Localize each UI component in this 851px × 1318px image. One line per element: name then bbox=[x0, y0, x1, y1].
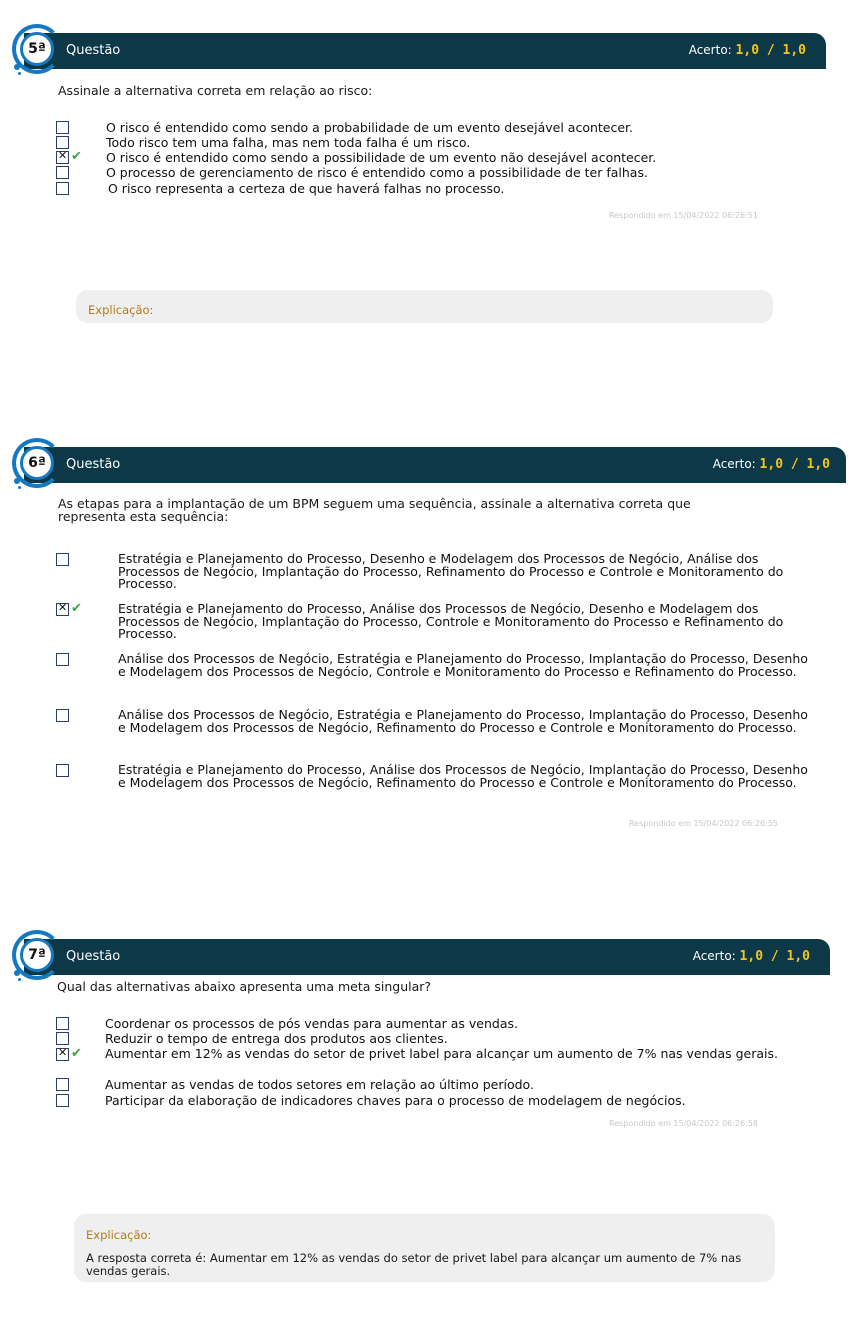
option-checkbox[interactable] bbox=[56, 1094, 69, 1107]
question-label: Questão bbox=[66, 457, 121, 472]
explanation-label: Explicação: bbox=[86, 1228, 152, 1242]
question-prompt: As etapas para a implantação de um BPM seguem uma sequência, assinale a alternativa correta que representa esta sequência: bbox=[58, 496, 691, 524]
badge-dot-icon bbox=[14, 64, 20, 70]
score-label: Acerto: bbox=[692, 949, 736, 963]
score bbox=[713, 457, 830, 472]
explanation-label: Explicação: bbox=[88, 303, 154, 317]
badge-dot-icon bbox=[18, 978, 21, 981]
correct-check-icon: ✔ bbox=[71, 1046, 82, 1061]
option-checkbox[interactable] bbox=[56, 709, 69, 722]
option-text: Coordenar os processos de pós vendas para aumentar as vendas. bbox=[105, 1016, 518, 1031]
score-value: 1,0 / 1,0 bbox=[739, 949, 810, 964]
option-text: Aumentar em 12% as vendas do setor de privet label para alcançar um aumento de 7% nas vendas gerais. bbox=[105, 1046, 779, 1061]
correct-check-icon: ✔ bbox=[71, 601, 82, 616]
option-text: Aumentar as vendas de todos setores em relação ao último período. bbox=[105, 1077, 534, 1092]
option-text: Estratégia e Planejamento do Processo, Análise dos Processos de Negócio, Desenho e Modelagem dos Processos de Negócio, Implantação do Processo, Controle e Monitoramento do Processo e Refinamento do Processo. bbox=[118, 601, 784, 641]
option-checkbox[interactable] bbox=[56, 1048, 69, 1061]
score-value: 1,0 / 1,0 bbox=[735, 43, 806, 58]
question-number-badge bbox=[8, 22, 64, 78]
option-text: Análise dos Processos de Negócio, Estratégia e Planejamento do Processo, Implantação do Processo, Desenho e Modelagem dos Processos de Negócio, Refinamento do Processo e Controle e Monitoramento do Processo. bbox=[118, 707, 808, 735]
option-checkbox[interactable] bbox=[56, 653, 69, 666]
question-number-badge bbox=[8, 928, 64, 984]
option-checkbox[interactable] bbox=[56, 603, 69, 616]
explanation-text: A resposta correta é: Aumentar em 12% as vendas do setor de privet label para alcançar um aumento de 7% nas vendas gerais. bbox=[86, 1251, 742, 1278]
question-prompt: Qual das alternativas abaixo apresenta uma meta singular? bbox=[57, 979, 432, 994]
badge-dot-icon bbox=[18, 72, 21, 75]
question-prompt: Assinale a alternativa correta em relação ao risco: bbox=[58, 83, 373, 98]
option-text: Estratégia e Planejamento do Processo, Análise dos Processos de Negócio, Implantação do Processo, Desenho e Modelagem dos Processos de Negócio, Refinamento do Processo e Controle e Monitoramento do Processo. bbox=[118, 762, 808, 790]
option-text: Análise dos Processos de Negócio, Estratégia e Planejamento do Processo, Implantação do Processo, Desenho e Modelagem dos Processos de Negócio, Controle e Monitoramento do Processo e Refinamento do Processo. bbox=[118, 651, 808, 679]
score-value: 1,0 / 1,0 bbox=[759, 457, 830, 472]
option-text: Participar da elaboração de indicadores chaves para o processo de modelagem de negócios. bbox=[105, 1093, 686, 1108]
option-text: O risco é entendido como sendo a probabilidade de um evento desejável acontecer. bbox=[106, 120, 634, 135]
score bbox=[693, 949, 810, 964]
question-label: Questão bbox=[66, 949, 121, 964]
option-checkbox[interactable] bbox=[56, 764, 69, 777]
option-checkbox[interactable] bbox=[56, 136, 69, 149]
question-number: 5ª bbox=[20, 32, 54, 66]
question-header-bar bbox=[24, 447, 846, 483]
explanation-box bbox=[76, 290, 773, 323]
badge-dot-icon bbox=[14, 970, 20, 976]
option-checkbox[interactable] bbox=[56, 1017, 69, 1030]
option-text: O risco representa a certeza de que haverá falhas no processo. bbox=[108, 181, 505, 196]
option-text: O risco é entendido como sendo a possibilidade de um evento não desejável acontecer. bbox=[106, 150, 657, 165]
option-checkbox[interactable] bbox=[56, 121, 69, 134]
question-number: 7ª bbox=[20, 938, 54, 972]
option-checkbox[interactable] bbox=[56, 553, 69, 566]
score-label: Acerto: bbox=[712, 457, 756, 471]
answered-timestamp: Respondido em 15/04/2022 06:26:55 bbox=[629, 819, 778, 828]
question-number: 6ª bbox=[20, 446, 54, 480]
question-header-bar bbox=[24, 939, 830, 975]
answered-timestamp: Respondido em 15/04/2022 06:26:51 bbox=[609, 211, 758, 220]
answered-timestamp: Respondido em 15/04/2022 06:26:58 bbox=[609, 1119, 758, 1128]
badge-dot-icon bbox=[18, 486, 21, 489]
question-header-bar bbox=[24, 33, 826, 69]
option-text: Reduzir o tempo de entrega dos produtos aos clientes. bbox=[105, 1031, 448, 1046]
option-checkbox[interactable] bbox=[56, 1078, 69, 1091]
option-checkbox[interactable] bbox=[56, 151, 69, 164]
option-checkbox[interactable] bbox=[56, 182, 69, 195]
option-checkbox[interactable] bbox=[56, 166, 69, 179]
question-number-badge bbox=[8, 436, 64, 492]
question-label: Questão bbox=[66, 43, 121, 58]
correct-check-icon: ✔ bbox=[71, 149, 82, 164]
explanation-box bbox=[74, 1214, 775, 1282]
option-text: Estratégia e Planejamento do Processo, Desenho e Modelagem dos Processos de Negócio, Análise dos Processos de Negócio, Implantação do Processo, Refinamento do Processo e Controle e Monitoramento do Processo. bbox=[118, 551, 784, 591]
score-label: Acerto: bbox=[688, 43, 732, 57]
option-checkbox[interactable] bbox=[56, 1032, 69, 1045]
option-text: O processo de gerenciamento de risco é entendido como a possibilidade de ter falhas. bbox=[106, 165, 648, 180]
option-text: Todo risco tem uma falha, mas nem toda falha é um risco. bbox=[106, 135, 471, 150]
score bbox=[689, 43, 806, 58]
badge-dot-icon bbox=[14, 478, 20, 484]
